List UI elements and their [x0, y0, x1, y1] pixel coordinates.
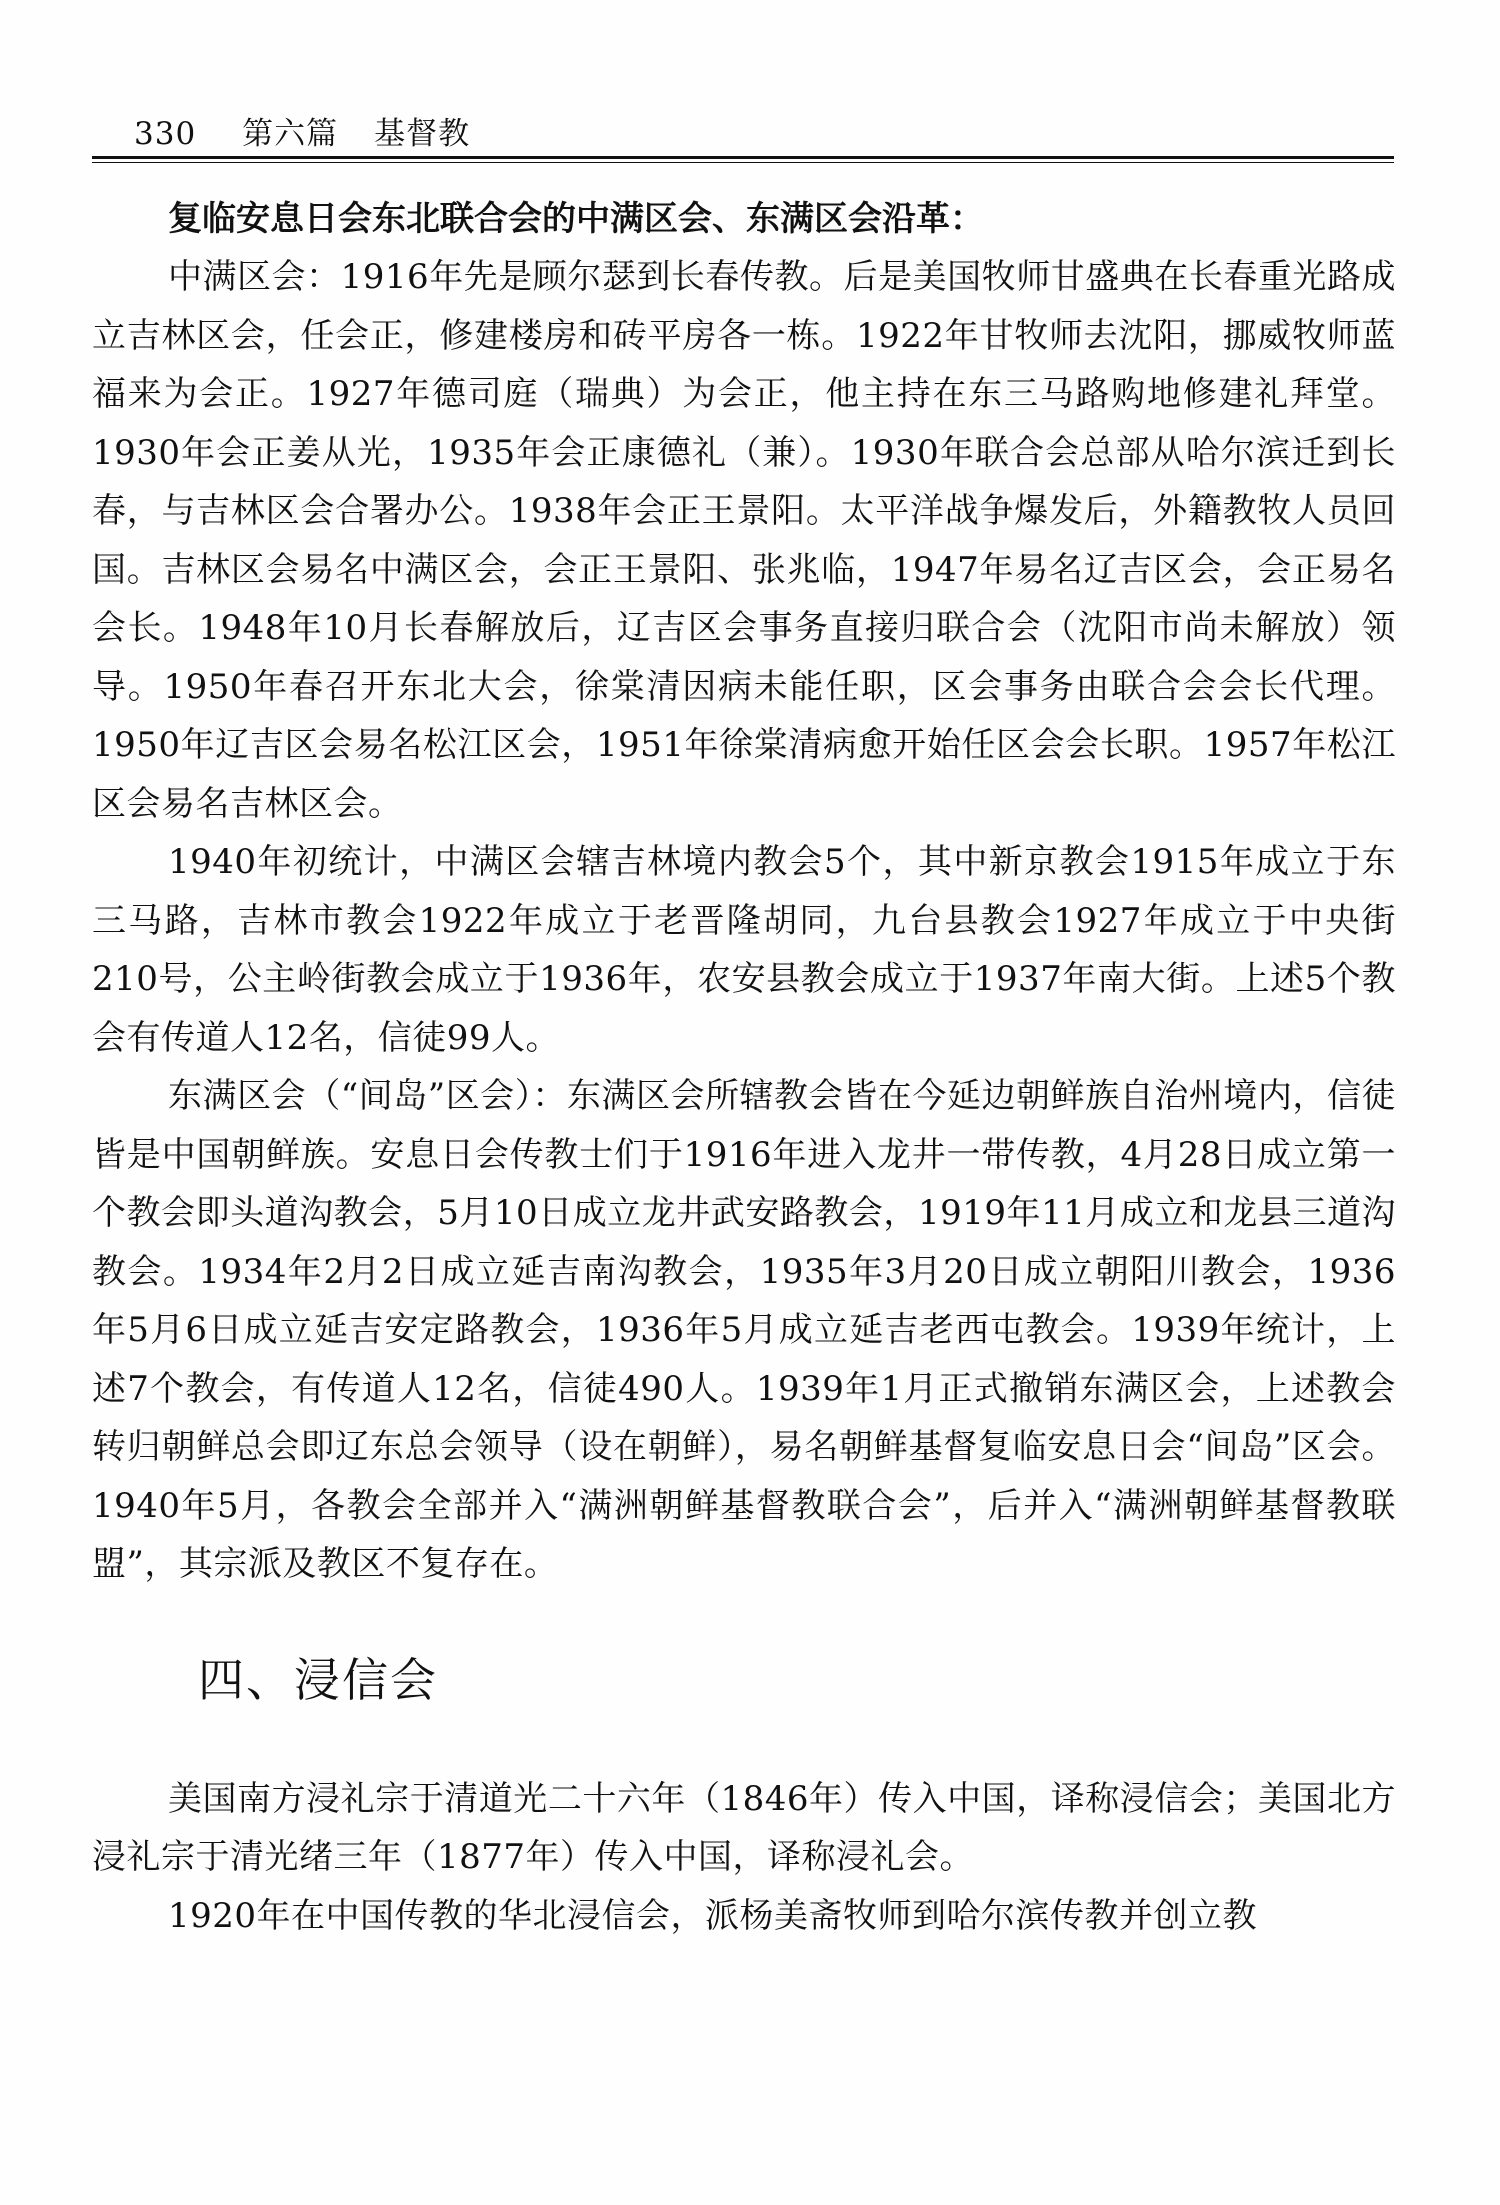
paragraph-baptist-origin: 美国南方浸礼宗于清道光二十六年（1846年）传入中国，译称浸信会；美国北方浸礼宗于清光绪三年（1877年）传入中国，译称浸礼会。 [92, 1778, 1396, 1877]
chapter-label: 第六篇 [242, 116, 339, 152]
paragraph-central-manchuria: 中满区会：1916年先是顾尔瑟到长春传教。后是美国牧师甘盛典在长春重光路成立吉林区会，任会正，修建楼房和砖平房各一栋。1922年甘牧师去沈阳，挪威牧师蓝福来为会正。1927年德司庭（瑞典）为会正，他主持在东三马路购地修建礼拜堂。1930年会正姜从光，1935年会正康德礼（兼）。1930年联合会总部从哈尔滨迁到长春，与吉林区会合署办公。1938年会正王景阳。太平洋战争爆发后，外籍教牧人员回国。吉林区会易名中满区会，会正王景阳、张兆临，1947年易名辽吉区会，会正易名会长。1948年10月长春解放后，辽吉区会事务直接归联合会（沈阳市尚未解放）领导。1950年春召开东北大会，徐棠清因病未能任职，区会事务由联合会会长代理。1950年辽吉区会易名松江区会，1951年徐棠清病愈开始任区会会长职。1957年松江区会易名吉林区会。 [92, 257, 1396, 824]
section-heading: 四、浸信会 [198, 1652, 438, 1707]
page-body [92, 190, 1396, 1945]
paragraph-north-china-baptist: 1920年在中国传教的华北浸信会，派杨美斋牧师到哈尔滨传教并创立教 [168, 1895, 1258, 1936]
paragraph-1940-statistics: 1940年初统计，中满区会辖吉林境内教会5个，其中新京教会1915年成立于东三马路，吉林市教会1922年成立于老晋隆胡同，九台县教会1927年成立于中央街210号，公主岭街教会成立于1936年，农安县教会成立于1937年南大街。上述5个教会有传道人12名，信徒99人。 [92, 842, 1396, 1058]
section-label: 基督教 [374, 116, 471, 152]
page-number: 330 [134, 116, 197, 152]
header-rule-thick [92, 156, 1394, 159]
subheading: 复临安息日会东北联合会的中满区会、东满区会沿革： [168, 199, 984, 239]
running-header [134, 108, 470, 153]
header-rule-thin [92, 162, 1394, 163]
paragraph-east-manchuria: 东满区会（“间岛”区会）：东满区会所辖教会皆在今延边朝鲜族自治州境内，信徒皆是中国朝鲜族。安息日会传教士们于1916年进入龙井一带传教，4月28日成立第一个教会即头道沟教会，5月10日成立龙井武安路教会，1919年11月成立和龙县三道沟教会。1934年2月2日成立延吉南沟教会，1935年3月20日成立朝阳川教会，1936年5月6日成立延吉安定路教会，1936年5月成立延吉老西屯教会。1939年统计，上述7个教会，有传道人12名，信徒490人。1939年1月正式撤销东满区会，上述教会转归朝鲜总会即辽东总会领导（设在朝鲜），易名朝鲜基督复临安息日会“间岛”区会。1940年5月，各教会全部并入“满洲朝鲜基督教联合会”，后并入“满洲朝鲜基督教联盟”，其宗派及教区不复存在。 [92, 1076, 1396, 1584]
